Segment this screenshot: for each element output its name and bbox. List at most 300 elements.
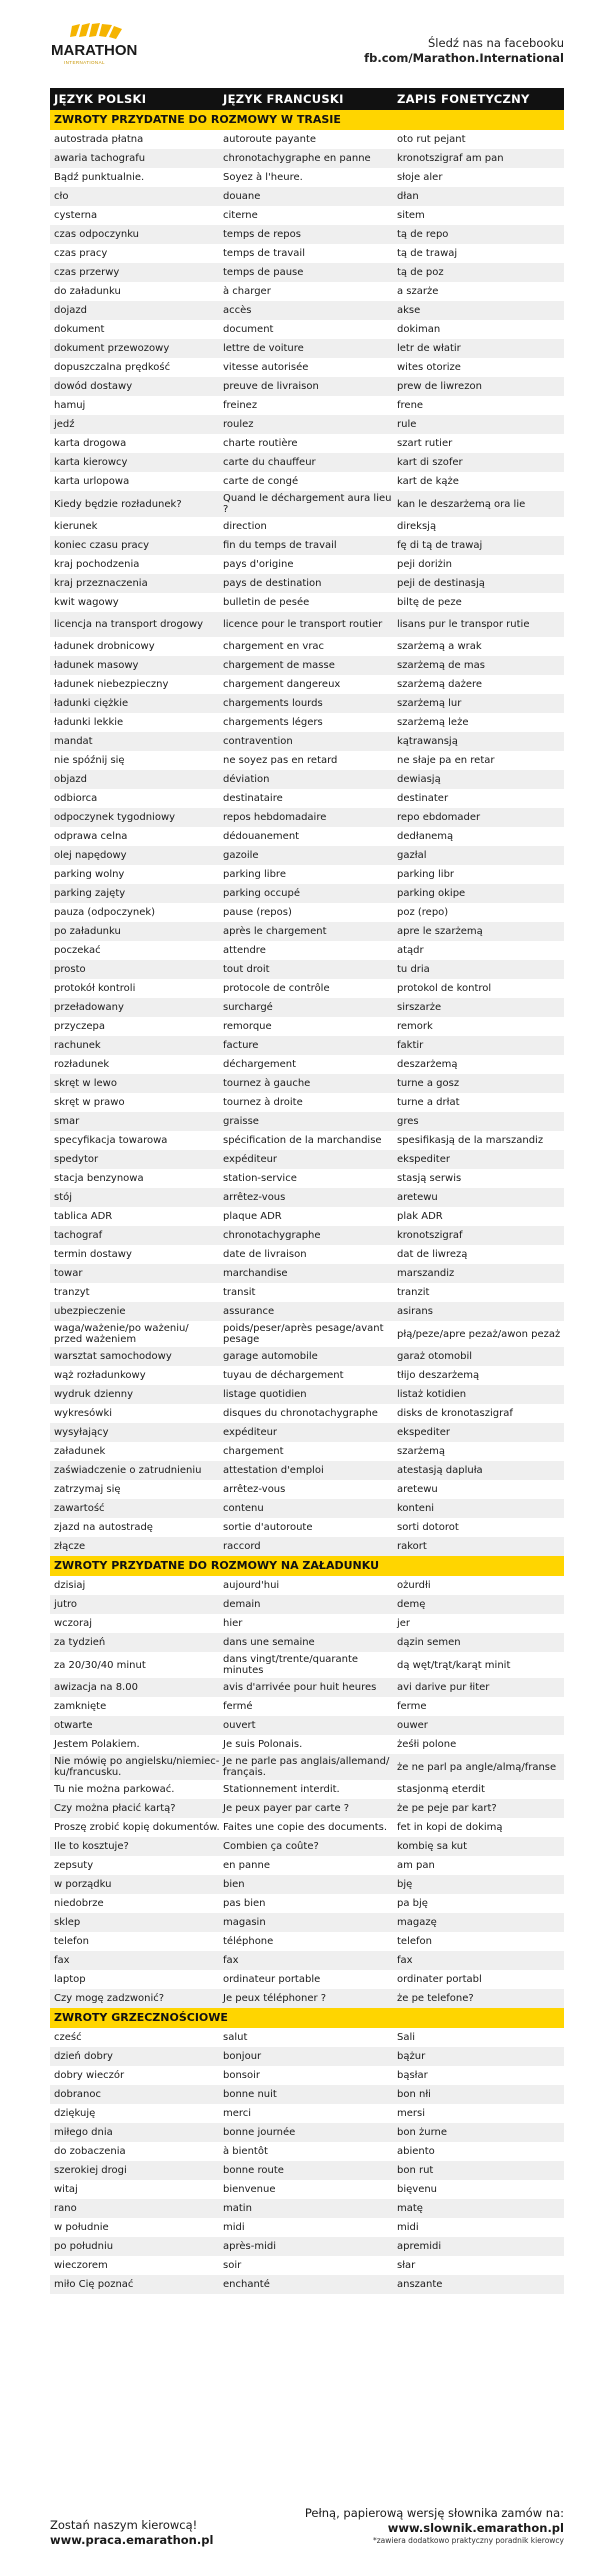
table-row bbox=[50, 1321, 564, 1347]
recruitment-link[interactable]: www.praca.emarathon.pl bbox=[50, 2533, 214, 2547]
table-row bbox=[50, 593, 564, 612]
french-phrase: lettre de voiture bbox=[223, 343, 304, 354]
phonetic-phrase: dat de liwrezą bbox=[397, 1249, 468, 1260]
table-row bbox=[50, 2218, 564, 2237]
french-phrase: garage automobile bbox=[223, 1351, 318, 1362]
polish-phrase: Proszę zrobić kopię dokumentów. bbox=[54, 1822, 220, 1833]
table-row bbox=[50, 1480, 564, 1499]
phonetic-phrase: deszarżemą bbox=[397, 1059, 458, 1070]
table-row bbox=[50, 1131, 564, 1150]
phonetic-phrase: faktir bbox=[397, 1040, 424, 1051]
french-phrase: attestation d'emploi bbox=[223, 1465, 324, 1476]
table-row bbox=[50, 1017, 564, 1036]
phonetic-phrase: turne a drłat bbox=[397, 1097, 460, 1108]
phonetic-phrase: avi darive pur łiter bbox=[397, 1682, 490, 1693]
phonetic-phrase: am pan bbox=[397, 1860, 435, 1871]
polish-phrase: jutro bbox=[54, 1599, 78, 1610]
polish-phrase: witaj bbox=[54, 2184, 78, 2195]
table-row bbox=[50, 225, 564, 244]
table-row bbox=[50, 2123, 564, 2142]
french-phrase: chargement en vrac bbox=[223, 641, 325, 652]
polish-phrase: karta drogowa bbox=[54, 438, 127, 449]
table-row bbox=[50, 998, 564, 1017]
phonetic-phrase: stasjonmą eterdit bbox=[397, 1784, 485, 1795]
phonetic-phrase: prew de liwrezon bbox=[397, 381, 482, 392]
french-phrase: hier bbox=[223, 1618, 243, 1629]
table-row bbox=[50, 612, 564, 637]
table-row bbox=[50, 282, 564, 301]
french-phrase: destinataire bbox=[223, 793, 283, 804]
polish-phrase: po załadunku bbox=[54, 926, 121, 937]
polish-phrase: dokument bbox=[54, 324, 105, 335]
phonetic-phrase: apremidi bbox=[397, 2241, 442, 2252]
polish-phrase: awizacja na 8.00 bbox=[54, 1682, 138, 1693]
polish-phrase: dokument przewozowy bbox=[54, 343, 170, 354]
french-phrase: Je suis Polonais. bbox=[223, 1739, 303, 1750]
polish-phrase: specyfikacja towarowa bbox=[54, 1135, 168, 1146]
polish-phrase: dzisiaj bbox=[54, 1580, 86, 1591]
phonetic-phrase: dedłanemą bbox=[397, 831, 454, 842]
phonetic-phrase: abiento bbox=[397, 2146, 435, 2157]
phonetic-phrase: fę di tą de trawaj bbox=[397, 540, 483, 551]
table-row bbox=[50, 656, 564, 675]
phonetic-phrase: kątrawansją bbox=[397, 736, 458, 747]
phonetic-phrase: bąsłar bbox=[397, 2070, 428, 2081]
phonetic-phrase: poz (repo) bbox=[397, 907, 449, 918]
polish-phrase: skręt w prawo bbox=[54, 1097, 125, 1108]
french-phrase: après le chargement bbox=[223, 926, 327, 937]
phonetic-phrase: ordinater portabl bbox=[397, 1974, 482, 1985]
table-row bbox=[50, 1366, 564, 1385]
polish-phrase: ładunki lekkie bbox=[54, 717, 124, 728]
table-row bbox=[50, 1913, 564, 1932]
phonetic-phrase: atądr bbox=[397, 945, 424, 956]
phonetic-phrase: słar bbox=[397, 2260, 416, 2271]
french-phrase: Faites une copie des documents. bbox=[223, 1822, 388, 1833]
phonetic-phrase: apre le szarżemą bbox=[397, 926, 483, 937]
table-row bbox=[50, 827, 564, 846]
phonetic-phrase: telefon bbox=[397, 1936, 432, 1947]
phonetic-phrase: dązin semen bbox=[397, 1637, 461, 1648]
brand-tagline: INTERNATIONAL bbox=[64, 60, 105, 65]
table-row bbox=[50, 1633, 564, 1652]
phonetic-phrase: płą/peze/apre pezaż/awon pezaż bbox=[397, 1328, 561, 1340]
phonetic-phrase: ferme bbox=[397, 1701, 427, 1712]
polish-phrase: kraj przeznaczenia bbox=[54, 578, 148, 589]
french-phrase: bien bbox=[223, 1879, 245, 1890]
phonetic-phrase: bon rut bbox=[397, 2165, 434, 2176]
polish-phrase: wysyłający bbox=[54, 1427, 109, 1438]
polish-phrase: termin dostawy bbox=[54, 1249, 132, 1260]
polish-phrase: zepsuty bbox=[54, 1860, 94, 1871]
polish-phrase: zamknięte bbox=[54, 1701, 107, 1712]
phonetic-phrase: marszandiz bbox=[397, 1268, 455, 1279]
french-phrase: temps de repos bbox=[223, 229, 301, 240]
polish-phrase: cysterna bbox=[54, 210, 98, 221]
table-row bbox=[50, 922, 564, 941]
phonetic-phrase: fet in kopi de dokimą bbox=[397, 1822, 503, 1833]
polish-phrase: czas pracy bbox=[54, 248, 108, 259]
french-phrase: midi bbox=[223, 2222, 245, 2233]
polish-phrase: licencja na transport drogowy bbox=[54, 619, 204, 630]
facebook-promo bbox=[364, 36, 564, 66]
french-phrase: matin bbox=[223, 2203, 252, 2214]
french-phrase: pas bien bbox=[223, 1898, 266, 1909]
french-phrase: fermé bbox=[223, 1701, 253, 1712]
french-phrase: à bientôt bbox=[223, 2146, 268, 2157]
table-row bbox=[50, 751, 564, 770]
french-phrase: Je peux payer par carte ? bbox=[223, 1803, 350, 1814]
polish-phrase: prosto bbox=[54, 964, 86, 975]
table-body bbox=[50, 110, 564, 2294]
french-phrase: tuyau de déchargement bbox=[223, 1370, 344, 1381]
phonetic-phrase: listaż kotidien bbox=[397, 1389, 467, 1400]
table-row bbox=[50, 694, 564, 713]
phonetic-phrase: destinater bbox=[397, 793, 449, 804]
french-phrase: Stationnement interdit. bbox=[223, 1784, 340, 1795]
polish-phrase: kraj pochodzenia bbox=[54, 559, 140, 570]
table-row bbox=[50, 1169, 564, 1188]
phonetic-phrase: szart rutier bbox=[397, 438, 453, 449]
french-phrase: date de livraison bbox=[223, 1249, 307, 1260]
french-phrase: arrêtez-vous bbox=[223, 1484, 286, 1495]
french-phrase: chronotachygraphe en panne bbox=[223, 153, 371, 164]
phonetic-phrase: sirszarże bbox=[397, 1002, 442, 1013]
dictionary-promo bbox=[305, 2506, 564, 2546]
polish-phrase: rano bbox=[54, 2203, 77, 2214]
phonetic-phrase: tu dria bbox=[397, 964, 430, 975]
polish-phrase: Czy można płacić kartą? bbox=[54, 1803, 176, 1814]
table-row bbox=[50, 637, 564, 656]
french-phrase: soir bbox=[223, 2260, 242, 2271]
section-title: ZWROTY PRZYDATNE DO ROZMOWY NA ZAŁADUNKU bbox=[50, 1556, 564, 1576]
phonetic-phrase: dewiasją bbox=[397, 774, 441, 785]
polish-phrase: sklep bbox=[54, 1917, 81, 1928]
french-phrase: gazoile bbox=[223, 850, 259, 861]
polish-phrase: Ile to kosztuje? bbox=[54, 1841, 129, 1852]
french-phrase: document bbox=[223, 324, 274, 335]
table-row bbox=[50, 2275, 564, 2294]
polish-phrase: Nie mówię po angielsku/niemiec-ku/francusku. bbox=[54, 1756, 220, 1778]
french-phrase: douane bbox=[223, 191, 261, 202]
table-row bbox=[50, 301, 564, 320]
phonetic-phrase: parking okipe bbox=[397, 888, 466, 899]
page-header bbox=[0, 0, 614, 88]
polish-phrase: zatrzymaj się bbox=[54, 1484, 121, 1495]
french-phrase: remorque bbox=[223, 1021, 272, 1032]
phonetic-phrase: oto rut pejant bbox=[397, 134, 466, 145]
table-row bbox=[50, 865, 564, 884]
polish-phrase: cło bbox=[54, 191, 69, 202]
french-phrase: tournez à gauche bbox=[223, 1078, 311, 1089]
polish-phrase: dobry wieczór bbox=[54, 2070, 125, 2081]
phonetic-phrase: że pe peje par kart? bbox=[397, 1803, 497, 1814]
phonetic-phrase: tą de poz bbox=[397, 267, 444, 278]
table-row bbox=[50, 2256, 564, 2275]
polish-phrase: tranzyt bbox=[54, 1287, 90, 1298]
polish-phrase: dziękuję bbox=[54, 2108, 96, 2119]
table-row bbox=[50, 1754, 564, 1780]
table-row bbox=[50, 884, 564, 903]
french-phrase: surchargé bbox=[223, 1002, 273, 1013]
table-row bbox=[50, 1226, 564, 1245]
phonetic-phrase: magazę bbox=[397, 1917, 437, 1928]
french-phrase: dans vingt/trente/quarante minutes bbox=[223, 1654, 359, 1676]
phonetic-phrase: ożurdłi bbox=[397, 1580, 431, 1591]
phonetic-phrase: akse bbox=[397, 305, 421, 316]
french-phrase: contravention bbox=[223, 736, 293, 747]
polish-phrase: ubezpieczenie bbox=[54, 1306, 126, 1317]
french-phrase: déviation bbox=[223, 774, 270, 785]
table-row bbox=[50, 555, 564, 574]
polish-phrase: czas odpoczynku bbox=[54, 229, 140, 240]
french-phrase: parking libre bbox=[223, 869, 286, 880]
french-phrase: pause (repos) bbox=[223, 907, 292, 918]
table-row bbox=[50, 206, 564, 225]
polish-phrase: kwit wagowy bbox=[54, 597, 119, 608]
polish-phrase: odpoczynek tygodniowy bbox=[54, 812, 176, 823]
column-header-polish: JĘZYK POLSKI bbox=[54, 92, 147, 106]
french-phrase: temps de pause bbox=[223, 267, 304, 278]
table-row bbox=[50, 187, 564, 206]
facebook-text: Śledź nas na facebooku bbox=[428, 36, 564, 50]
table-row bbox=[50, 1697, 564, 1716]
french-phrase: pays d'origine bbox=[223, 559, 294, 570]
table-row bbox=[50, 1894, 564, 1913]
phonetic-phrase: a szarże bbox=[397, 286, 439, 297]
table-row bbox=[50, 2237, 564, 2256]
phonetic-phrase: kart di szofer bbox=[397, 457, 463, 468]
phonetic-phrase: bon nłi bbox=[397, 2089, 431, 2100]
table-row bbox=[50, 320, 564, 339]
french-phrase: marchandise bbox=[223, 1268, 288, 1279]
dictionary-note: *zawiera dodatkowo praktyczny poradnik kierowcy bbox=[373, 2536, 564, 2545]
table-row bbox=[50, 1302, 564, 1321]
phonetic-phrase: szarżemą de mas bbox=[397, 660, 485, 671]
phonetic-phrase: remork bbox=[397, 1021, 433, 1032]
table-row bbox=[50, 517, 564, 536]
french-phrase: pays de destination bbox=[223, 578, 322, 589]
polish-phrase: Jestem Polakiem. bbox=[54, 1739, 140, 1750]
phonetic-phrase: szarżemą leże bbox=[397, 717, 469, 728]
recruitment-text: Zostań naszym kierowcą! bbox=[50, 2518, 198, 2532]
french-phrase: parking occupé bbox=[223, 888, 300, 899]
french-phrase: Soyez à l'heure. bbox=[223, 172, 303, 183]
polish-phrase: przeładowany bbox=[54, 1002, 124, 1013]
polish-phrase: poczekać bbox=[54, 945, 101, 956]
polish-phrase: wydruk dzienny bbox=[54, 1389, 133, 1400]
polish-phrase: odbiorca bbox=[54, 793, 98, 804]
polish-phrase: miłego dnia bbox=[54, 2127, 113, 2138]
table-row bbox=[50, 1875, 564, 1894]
polish-phrase: ładunek drobnicowy bbox=[54, 641, 155, 652]
table-row bbox=[50, 1074, 564, 1093]
phonetic-phrase: szarżemą lur bbox=[397, 698, 462, 709]
phonetic-phrase: rakort bbox=[397, 1541, 427, 1552]
french-phrase: carte du chauffeur bbox=[223, 457, 316, 468]
polish-phrase: Bądź punktualnie. bbox=[54, 172, 145, 183]
polish-phrase: wykresówki bbox=[54, 1408, 113, 1419]
polish-phrase: objazd bbox=[54, 774, 87, 785]
polish-phrase: awaria tachografu bbox=[54, 153, 146, 164]
phonetic-phrase: gres bbox=[397, 1116, 419, 1127]
polish-phrase: kierunek bbox=[54, 521, 98, 532]
french-phrase: assurance bbox=[223, 1306, 275, 1317]
table-row bbox=[50, 434, 564, 453]
phonetic-phrase: frene bbox=[397, 400, 424, 411]
phonetic-phrase: disks de kronotaszigraf bbox=[397, 1408, 513, 1419]
polish-phrase: przyczepa bbox=[54, 1021, 106, 1032]
dictionary-link[interactable]: www.slownik.emarathon.pl bbox=[387, 2521, 564, 2535]
table-row bbox=[50, 377, 564, 396]
french-phrase: bienvenue bbox=[223, 2184, 276, 2195]
phonetic-phrase: kombię sa kut bbox=[397, 1841, 468, 1852]
french-phrase: vitesse autorisée bbox=[223, 362, 309, 373]
table-row bbox=[50, 846, 564, 865]
french-phrase: direction bbox=[223, 521, 267, 532]
french-phrase: à charger bbox=[223, 286, 271, 297]
phonetic-phrase: słoje aler bbox=[397, 172, 443, 183]
french-phrase: spécification de la marchandise bbox=[223, 1135, 382, 1146]
table-row bbox=[50, 1780, 564, 1799]
french-phrase: arrêtez-vous bbox=[223, 1192, 286, 1203]
table-row bbox=[50, 2161, 564, 2180]
phonetic-phrase: kan le deszarżemą ora lie bbox=[397, 498, 526, 510]
polish-phrase: nie spóźnij się bbox=[54, 755, 125, 766]
french-phrase: bulletin de pesée bbox=[223, 597, 310, 608]
polish-phrase: wczoraj bbox=[54, 1618, 93, 1629]
section-rows bbox=[50, 130, 564, 1556]
table-row bbox=[50, 2047, 564, 2066]
phonetic-phrase: gazłal bbox=[397, 850, 427, 861]
polish-phrase: w porządku bbox=[54, 1879, 112, 1890]
phonetic-phrase: bięvenu bbox=[397, 2184, 438, 2195]
table-row bbox=[50, 1678, 564, 1697]
table-row bbox=[50, 2085, 564, 2104]
polish-phrase: spedytor bbox=[54, 1154, 99, 1165]
table-row bbox=[50, 1716, 564, 1735]
polish-phrase: złącze bbox=[54, 1541, 86, 1552]
french-phrase: tournez à droite bbox=[223, 1097, 303, 1108]
table-row bbox=[50, 453, 564, 472]
table-row bbox=[50, 396, 564, 415]
polish-phrase: stacja benzynowa bbox=[54, 1173, 144, 1184]
phonetic-phrase: ne słaje pa en retar bbox=[397, 755, 495, 766]
polish-phrase: waga/ważenie/po ważeniu/ przed ważeniem bbox=[54, 1323, 189, 1345]
polish-phrase: po południu bbox=[54, 2241, 114, 2252]
table-row bbox=[50, 1442, 564, 1461]
facebook-link[interactable]: fb.com/Marathon.International bbox=[364, 51, 564, 65]
french-phrase: attendre bbox=[223, 945, 266, 956]
column-header-french: JĘZYK FRANCUSKI bbox=[223, 92, 344, 106]
polish-phrase: w południe bbox=[54, 2222, 109, 2233]
phonetic-phrase: sorti dotorot bbox=[397, 1522, 459, 1533]
phonetic-phrase: atestasją dapluła bbox=[397, 1465, 483, 1476]
french-phrase: chargements légers bbox=[223, 717, 323, 728]
phonetic-phrase: biltę de peze bbox=[397, 597, 462, 608]
polish-phrase: do zobaczenia bbox=[54, 2146, 126, 2157]
french-phrase: bonne journée bbox=[223, 2127, 296, 2138]
polish-phrase: protokół kontroli bbox=[54, 983, 136, 994]
table-row bbox=[50, 1385, 564, 1404]
phonetic-phrase: peji doriżin bbox=[397, 559, 452, 570]
phonetic-phrase: turne a gosz bbox=[397, 1078, 460, 1089]
polish-phrase: rozładunek bbox=[54, 1059, 110, 1070]
phonetic-phrase: że ne parl pa angle/almą/franse bbox=[397, 1761, 557, 1773]
table-row bbox=[50, 808, 564, 827]
polish-phrase: tablica ADR bbox=[54, 1211, 113, 1222]
table-row bbox=[50, 1150, 564, 1169]
phonetic-phrase: plak ADR bbox=[397, 1211, 443, 1222]
french-phrase: aujourd'hui bbox=[223, 1580, 280, 1591]
polish-phrase: laptop bbox=[54, 1974, 86, 1985]
table-row bbox=[50, 339, 564, 358]
french-phrase: citerne bbox=[223, 210, 258, 221]
table-row bbox=[50, 149, 564, 168]
phonetic-phrase: bążur bbox=[397, 2051, 426, 2062]
table-row bbox=[50, 1951, 564, 1970]
french-phrase: Combien ça coûte? bbox=[223, 1841, 319, 1852]
french-phrase: chargement de masse bbox=[223, 660, 335, 671]
polish-phrase: otwarte bbox=[54, 1720, 93, 1731]
table-row bbox=[50, 960, 564, 979]
table-row bbox=[50, 536, 564, 555]
french-phrase: licence pour le transport routier bbox=[223, 619, 383, 630]
phonetic-phrase: parking libr bbox=[397, 869, 455, 880]
page-footer bbox=[0, 2500, 614, 2560]
polish-phrase: smar bbox=[54, 1116, 80, 1127]
french-phrase: listage quotidien bbox=[223, 1389, 307, 1400]
table-row bbox=[50, 2104, 564, 2123]
table-row bbox=[50, 1404, 564, 1423]
polish-phrase: jedź bbox=[54, 419, 75, 430]
polish-phrase: dobranoc bbox=[54, 2089, 102, 2100]
phonetic-phrase: wites otorize bbox=[397, 362, 461, 373]
phonetic-phrase: tą de trawaj bbox=[397, 248, 458, 259]
polish-phrase: dowód dostawy bbox=[54, 381, 133, 392]
table-row bbox=[50, 1970, 564, 1989]
table-row bbox=[50, 2199, 564, 2218]
polish-phrase: tachograf bbox=[54, 1230, 103, 1241]
table-row bbox=[50, 574, 564, 593]
polish-phrase: telefon bbox=[54, 1936, 89, 1947]
french-phrase: protocole de contrôle bbox=[223, 983, 330, 994]
polish-phrase: Czy mogę zadzwonić? bbox=[54, 1993, 165, 2004]
table-row bbox=[50, 789, 564, 808]
french-phrase: avis d'arrivée pour huit heures bbox=[223, 1682, 377, 1693]
french-phrase: en panne bbox=[223, 1860, 270, 1871]
polish-phrase: zawartość bbox=[54, 1503, 105, 1514]
french-phrase: merci bbox=[223, 2108, 252, 2119]
table-row bbox=[50, 1207, 564, 1226]
french-phrase: téléphone bbox=[223, 1936, 274, 1947]
french-phrase: facture bbox=[223, 1040, 259, 1051]
phonetic-phrase: tą de repo bbox=[397, 229, 449, 240]
section-title: ZWROTY PRZYDATNE DO ROZMOWY W TRASIE bbox=[50, 110, 564, 130]
phonetic-phrase: garaż otomobil bbox=[397, 1351, 473, 1362]
phonetic-phrase: ouwer bbox=[397, 1720, 428, 1731]
table-row bbox=[50, 1652, 564, 1678]
phonetic-phrase: tłijo deszarżemą bbox=[397, 1370, 480, 1381]
phonetic-phrase: sitem bbox=[397, 210, 425, 221]
polish-phrase: ładunek niebezpieczny bbox=[54, 679, 169, 690]
phonetic-phrase: rule bbox=[397, 419, 417, 430]
polish-phrase: cześć bbox=[54, 2032, 82, 2043]
polish-phrase: szerokiej drogi bbox=[54, 2165, 127, 2176]
phonetic-phrase: mersi bbox=[397, 2108, 425, 2119]
section-title: ZWROTY GRZECZNOŚCIOWE bbox=[50, 2008, 564, 2028]
french-phrase: temps de travail bbox=[223, 248, 305, 259]
